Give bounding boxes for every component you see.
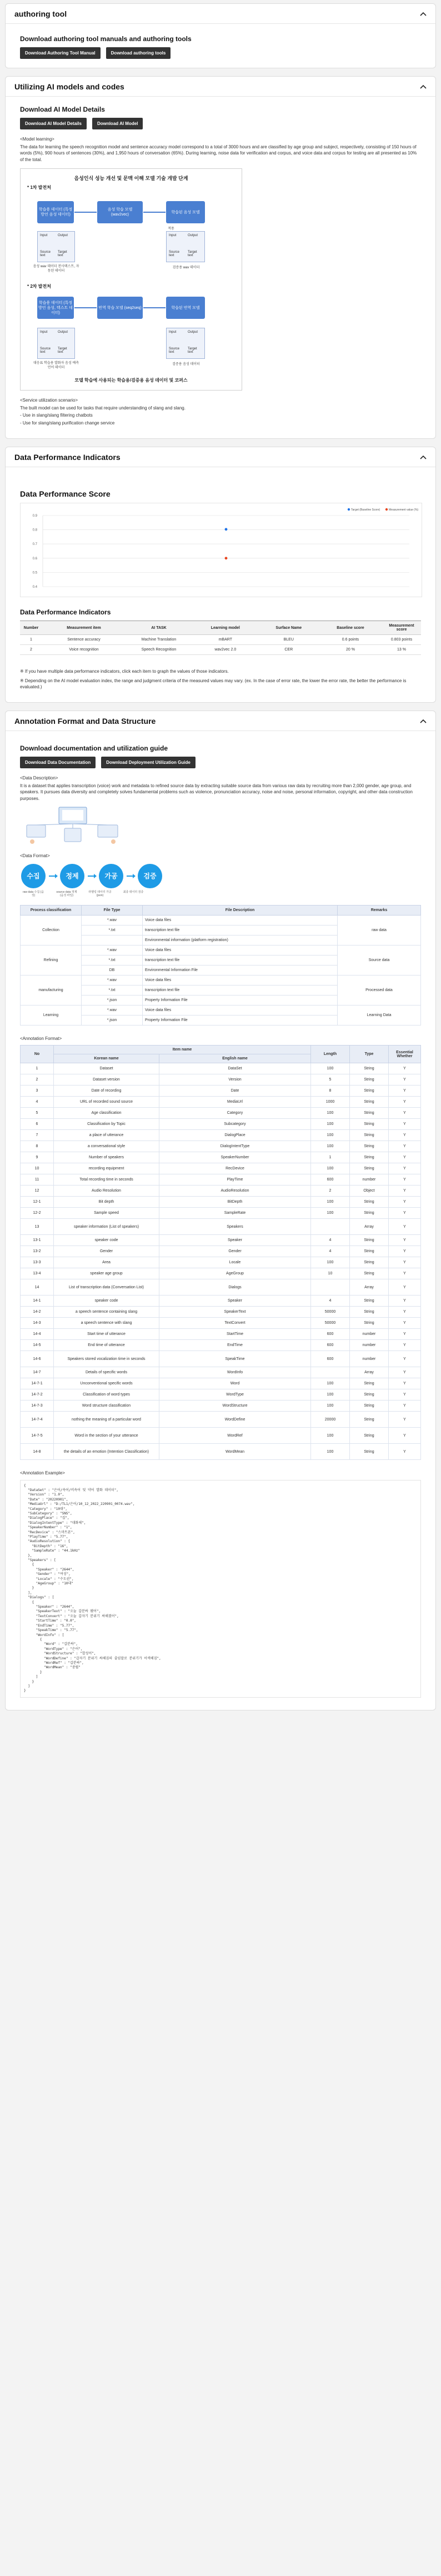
performance-score-heading: Data Performance Score (20, 489, 111, 498)
table-row: *.json Property Information File (21, 995, 421, 1005)
pipeline-step-process: 가공 (99, 864, 123, 888)
table-row: 14-5 End time of utterance EndTime 600 number Y (21, 1340, 421, 1351)
diagram-arrow (74, 307, 97, 308)
diagram-io-box: Input Output Source text Target text (37, 231, 75, 262)
performance-section (5, 447, 436, 703)
performance-header[interactable] (6, 447, 435, 467)
table-row: 14-8 the details of an emotion (Intention Classification) WordMean 100 String Y (21, 1444, 421, 1460)
chevron-up-icon[interactable] (420, 455, 427, 459)
table-row: 14-4 Start time of utterance StartTime 600 number Y (21, 1329, 421, 1340)
download-data-documentation-button[interactable]: Download Data Documentation (20, 757, 96, 768)
col-header: Item name (54, 1046, 311, 1054)
diagram-box-translation-model: 번역 학습 모델 (seq2seq) (97, 297, 143, 319)
performance-note-2: ※ Depending on the AI model evaluation index, the range and judgment criteria of the measured values may vary. (ex. In the case of error rate, the lower the error rate, the better the performance is evaluated.) (20, 678, 407, 689)
legend-measured: Measurement value (%) (389, 508, 419, 512)
section-title: Utilizing AI models and codes (14, 82, 124, 91)
table-row: 14 List of transcription data (Conversation List) Dialogs Array Y (21, 1279, 421, 1295)
col-header: Type (350, 1046, 389, 1063)
pipeline-arrow (127, 876, 134, 877)
diagram-io-box: Input Output Source text Target text (37, 328, 75, 359)
data-pipeline (21, 864, 421, 888)
table-row: 12-1 Bit depth BitDepth 100 String Y (21, 1197, 421, 1208)
scenario-item: - Use for slang/slang purification change service (20, 420, 115, 426)
col-header: Baseline score (319, 621, 382, 635)
diagram-footer: 모델 학습에 사용되는 학습용/검증용 음성 데이터 및 코퍼스 (74, 378, 188, 383)
col-header: File Description (143, 905, 338, 915)
diagram-arrow (143, 307, 166, 308)
download-authoring-tools-button[interactable]: Download authoring tools (106, 47, 171, 59)
diagram-caption: 검증용 음성 데이터 (172, 363, 200, 366)
authoring-tool-header[interactable] (6, 4, 435, 24)
chevron-up-icon[interactable] (420, 12, 427, 16)
table-row: Environmental information (platform registration) (21, 935, 421, 945)
performance-indicators-heading: Data Performance Indicators (20, 608, 111, 616)
performance-table (20, 621, 421, 655)
table-row: 9 Number of speakers SpeakerNumber 1 String Y (21, 1152, 421, 1163)
annotation-example-label: <Annotation Example> (20, 1470, 65, 1475)
diagram-caption: 음성 wav 데이터 전사텍스트, 자동된 데이터 (33, 265, 79, 273)
download-ai-model-details-button[interactable]: Download AI Model Details (20, 118, 87, 129)
scenario-item: - Use in slang/slang filtering chatbots (20, 413, 93, 418)
scenario-label: <Service utilization scenario> (20, 398, 78, 403)
download-ai-model-button[interactable]: Download AI Model (92, 118, 143, 129)
table-row[interactable]: 2 Voice recognition Speech Recognition wav2vec 2.0 CER 20 % 13 % (20, 645, 421, 655)
pipeline-caption: 최종 데이터 검증 (123, 890, 144, 894)
y-tick-label: 0.8 (32, 528, 37, 532)
pipeline-step-collect: 수집 (21, 864, 46, 888)
model-learning-label: <Model learning> (20, 137, 54, 142)
diagram-box-training-data: 학습용 데이터 (특정 방언 음성 데이터) (37, 201, 74, 223)
table-row: 4 URL of recorded sound source MediaUrl 1000 String Y (21, 1097, 421, 1108)
chevron-up-icon[interactable] (420, 84, 427, 89)
table-row: 13 speaker information (List of speakers) Speakers Array Y (21, 1219, 421, 1235)
table-row: *.txt transcription text file (21, 985, 421, 995)
table-row: 14-7-4 nothing the meaning of a particular word WordDefine 20000 String Y (21, 1412, 421, 1428)
table-row: manufacturing *.wav Voice data files Processed data (21, 975, 421, 985)
table-row: 6 Classification by Topic Subcategory 100 String Y (21, 1119, 421, 1130)
chart-legend (348, 508, 419, 512)
col-header: Length (311, 1046, 350, 1063)
performance-chart-svg (21, 503, 422, 597)
data-description-label: <Data Description> (20, 776, 58, 781)
annotation-format-table (20, 1045, 421, 1460)
legend-target: Target (Baseline Score) (351, 508, 380, 512)
col-header: Measurement item (42, 621, 126, 635)
diagram-io-box: Input Output Source text Target text (166, 328, 205, 359)
table-row: 3 Date of recording Date 8 String Y (21, 1086, 421, 1097)
annotation-example-code: { "DataSet" : "은어/속어/비속어 및 약어 발화 데이터", "Version" : "1.0", "Date" : "20220901", "MediaUrl" : "D:/TL1/은어/10_12_2022_220901_0074.wav", "Category" : "10대", "SubCategory" : "SNS", "DialogPlace" : "집", "DialogIntentType" : "대화체", "SpeakerNumber" : "1", "RecDevice" : "스마트폰", "PlayTime" : "5.77", "AudioResolution" : { "BitDepth" : "16", "SampleRate" : "44.1kHz" }, "Speakers" : [ { "Speaker" : "2644", "Gender" : "여성", "Locale" : "수도권", "AgeGroup" : "10대" } ], "Dialogs" : [ { "Speaker" : "2644", "SpeakerText" : "오늘 갑분싸 됐어", "TextConvert" : "오늘 갑자기 분위기 싸해졌어", "StartTime" : "0.0", "EndTime" : "5.77", "SpeakTime" : "5.77", "WordInfo" : [ { "Word" : "갑분싸", "WordType" : "은어", "WordStructure" : "합성어", "WordDefine" : "갑자기 분위기 싸해짐의 줄임말로 분위기가 어색해짐", "WordRef" : "갑분싸", "WordMean" : "중립" } ] } ] } (20, 1480, 421, 1698)
col-header: Measurement score (382, 621, 421, 635)
table-row[interactable]: 1 Sentence accuracy Machine Translation mBART BLEU 0.6 points 0.803 points (20, 635, 421, 645)
diagram-title: 음성인식 성능 개선 및 문맥 이해 모델 기술 개발 단계 (74, 176, 188, 181)
section-title: Data Performance Indicators (14, 452, 121, 462)
col-header: AI TASK (126, 621, 192, 635)
table-row: *.txt transcription text file (21, 955, 421, 965)
diagram-apply-label: 적용 (168, 227, 174, 231)
diagram-box-trained-translation-model: 학습된 번역 모델 (166, 297, 205, 319)
diagram-arrow (143, 212, 166, 213)
table-row: 14-3 a speech sentence with slang TextConvert 50000 String Y (21, 1318, 421, 1329)
col-header: File Type (82, 905, 143, 915)
legend-marker-measured (385, 508, 388, 511)
col-header: No (21, 1046, 54, 1063)
table-row: 14-7-3 Word structure classification WordStructure 100 String Y (21, 1400, 421, 1412)
model-development-diagram (20, 168, 242, 391)
col-header: Essential Whether (389, 1046, 421, 1063)
col-header: Number (20, 621, 42, 635)
y-tick-label: 0.5 (32, 571, 37, 575)
chart-point-measured[interactable] (225, 528, 228, 531)
table-row: 10 recording equipment RecDevice 100 String Y (21, 1163, 421, 1174)
chevron-up-icon[interactable] (420, 719, 427, 723)
performance-chart (20, 503, 422, 597)
scenario-item: The built model can be used for tasks that require understanding of slang and slang. (20, 405, 186, 411)
authoring-tool-section (5, 3, 436, 68)
diagram-io-box: Input Output Source text Target text (166, 231, 205, 262)
diagram-caption: 검증용 wav 데이터 (172, 266, 200, 269)
table-row: 14-6 Speakers stored vocalization time in seconds SpeakTime 600 number Y (21, 1351, 421, 1367)
y-tick-label: 0.9 (32, 514, 37, 518)
pipeline-step-refine: 정제 (60, 864, 84, 888)
annotation-format-body (21, 1063, 421, 1460)
table-row: Refining *.wav Voice data files Source data (21, 945, 421, 955)
table-row: 14-7-1 Unconventional specific words Word 100 String Y (21, 1378, 421, 1389)
table-row: 5 Age classification Category 100 String Y (21, 1108, 421, 1119)
diagram-caption: 대응표 학습용 발화자 음성 예측 언어 데이터 (33, 362, 79, 369)
diagram-step2-label: * 2차 발전처 (27, 284, 51, 289)
table-row: Learning *.wav Voice data files Learning Data (21, 1005, 421, 1015)
pipeline-arrow (88, 876, 96, 877)
table-row: 2 Dataset version Version 5 String Y (21, 1074, 421, 1086)
table-row: 11 Total recording time in seconds PlayTime 600 number Y (21, 1174, 421, 1186)
y-tick-label: 0.6 (32, 557, 37, 561)
col-header: Remarks (338, 905, 421, 915)
diagram-box-speech-model: 음성 학습 모델 (wav2vec) (97, 201, 143, 223)
table-row: 14-7-2 Classification of word types WordType 100 String Y (21, 1389, 421, 1400)
legend-marker-target (348, 508, 350, 511)
table-row: 14-7-5 Word in the section of your utterance WordRef 100 String Y (21, 1428, 421, 1444)
diagram-arrow (74, 212, 97, 213)
annotation-format-label: <Annotation Format> (20, 1036, 62, 1041)
table-row: 13-2 Gender Gender 4 String Y (21, 1246, 421, 1257)
table-row: 14-1 speaker code Speaker 4 String Y (21, 1295, 421, 1307)
pipeline-captions (21, 891, 421, 897)
pipeline-caption: 라벨링 데이터 가공 (json) (88, 890, 112, 897)
y-tick-label: 0.4 (32, 586, 37, 589)
y-tick-label: 0.7 (32, 543, 37, 547)
annotation-header[interactable] (6, 711, 435, 731)
pipeline-step-verify: 검증 (138, 864, 162, 888)
table-row: 14-7 Details of specific words WordInfo Array Y (21, 1367, 421, 1378)
ai-model-heading: Download AI Model Details (20, 106, 105, 113)
data-description-text: It is a dataset that applies transcription (voice) work and metadata to refined source data by extracting suitable source data from various raw data by recruiting more than 2,000 gender, age group, and speakers. It pursues data diversity and completely solves fundamental problems such as violence, pronunciation accuracy, noise and noise, personal information, copyright, and other data construction purposes. (20, 783, 413, 801)
section-title: authoring tool (14, 9, 67, 18)
diagram-box-translation-data: 학습용 데이터 (특정 방언 음성, 텍스트 데이터) (37, 297, 74, 319)
pipeline-caption: raw data 수집 (음성) (22, 890, 44, 897)
table-row: *.json Property Information File (21, 1015, 421, 1025)
pipeline-caption: source data 정제 (음성 파일) (56, 890, 77, 897)
model-learning-text: The data for learning the speech recognition model and sentence accuracy model correspond to a total of 3000 hours and are classified by age group and subject, respectively, consisting of 150 hours of words (5%), 900 hours of sentences (30%), and 1,950 hours of conversation (65%). During learning, noise data for verification and corpus, and voice data and corpus for testing are all presented as 10% of the total. (20, 144, 417, 162)
diagram-box-trained-speech-model: 학습된 음성 모델 (166, 201, 205, 223)
annotation-heading: Download documentation and utilization guide (20, 744, 168, 752)
process-table (20, 905, 421, 1026)
pipeline-arrow (49, 876, 57, 877)
table-row: 12 Audio Resolution AudioResolution 2 Object Y (21, 1186, 421, 1197)
col-header: Korean name (54, 1054, 159, 1063)
section-title: Annotation Format and Data Structure (14, 716, 156, 726)
col-header: English name (159, 1054, 311, 1063)
table-row: 8 a conversational style DialogIntentType 100 String Y (21, 1141, 421, 1152)
authoring-heading: Download authoring tool manuals and authoring tools (20, 35, 192, 43)
table-row: 13-4 speaker age group AgeGroup 10 String Y (21, 1268, 421, 1279)
ai-models-header[interactable] (6, 77, 435, 97)
table-row: 14-2 a speech sentence containing slang SpeakerText 50000 String Y (21, 1307, 421, 1318)
data-collection-illustration (20, 805, 126, 847)
annotation-section (5, 711, 436, 1710)
table-row: 1 Dataset DataSet 100 String Y (21, 1063, 421, 1074)
table-row: 7 a place of utterance DialogPlace 100 String Y (21, 1130, 421, 1141)
table-row: DB Environmental Information File (21, 965, 421, 975)
table-row: *.txt transcription text file (21, 925, 421, 935)
ai-models-section (5, 76, 436, 439)
data-format-label: <Data Format> (20, 853, 50, 858)
table-row: Collection *.wav Voice data files raw data (21, 915, 421, 925)
table-row: 12-2 Sample speed SampleRate 100 String Y (21, 1208, 421, 1219)
col-header: Surface Name (259, 621, 319, 635)
col-header: Process classification (21, 905, 82, 915)
performance-note-1: ※ If you have multiple data performance indicators, click each item to graph the values of those indicators. (20, 669, 229, 674)
table-row: 13-3 Area Locale 100 String Y (21, 1257, 421, 1268)
table-row: 13-1 speaker code Speaker 4 String Y (21, 1235, 421, 1246)
download-authoring-manual-button[interactable]: Download Authoring Tool Manual (20, 47, 101, 59)
chart-point-target[interactable] (225, 557, 228, 559)
download-deployment-guide-button[interactable]: Download Deployment Utilization Guide (101, 757, 196, 768)
diagram-step1-label: * 1차 발전처 (27, 185, 51, 190)
col-header: Learning model (192, 621, 259, 635)
